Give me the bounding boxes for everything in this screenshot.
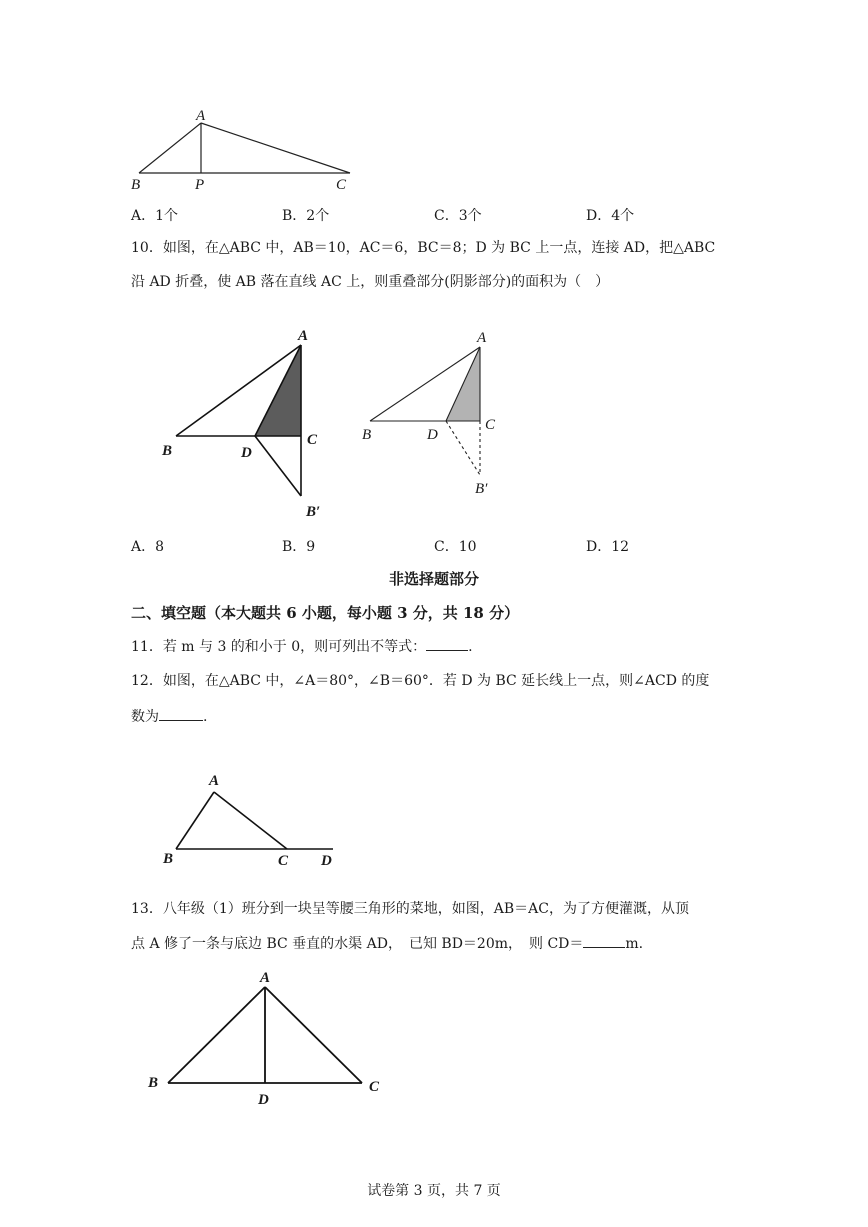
q9-label-p: P [195, 177, 205, 193]
section-label: 非选择题部分 [388, 570, 479, 588]
q10-fig2-label-a: A [477, 330, 487, 346]
q12-label-d: D [321, 853, 332, 869]
q10-fig2-label-b-prime: B′ [475, 481, 488, 497]
q12-text-line2: 数为 [131, 709, 159, 725]
q10-fig1-label-d: D [241, 445, 252, 461]
q9-choice-a: A．1个 [131, 208, 179, 224]
q9-label-a: A [196, 108, 206, 124]
q13-answer-blank[interactable] [583, 933, 625, 948]
q9-choice-b: B．2个 [282, 208, 330, 224]
q10-fig1-label-b: B [162, 443, 173, 459]
q10-fig2-label-c: C [485, 417, 496, 433]
q10-figure-right [355, 325, 515, 505]
q13-label-b: B [148, 1075, 159, 1091]
q11-end: . [468, 639, 473, 655]
q13-end: m. [625, 936, 644, 952]
q11-text: 11．若 m 与 3 的和小于 0，则可列出不等式： [131, 639, 427, 655]
q10-fig1-label-b-prime: B′ [306, 504, 321, 520]
q11-question [131, 636, 473, 657]
q12-figure [155, 765, 355, 875]
q10-figure-left [155, 322, 335, 522]
q10-choice-a: A．8 [131, 539, 165, 555]
q10-fig1-label-c: C [307, 432, 318, 448]
q12-text-line1: 12．如图，在△ABC 中，∠A＝80°，∠B＝60°．若 D 为 BC 延长线上一点，则∠ACD 的度 [131, 673, 710, 689]
q13-text-line1: 13．八年级（1）班分到一块呈等腰三角形的菜地，如图，AB＝AC，为了方便灌溉，从顶 [131, 901, 689, 917]
q13-text-line2: 点 A 修了一条与底边 BC 垂直的水渠 AD， 已知 BD＝20m， 则 CD＝ [131, 936, 584, 952]
q12-end: . [203, 709, 208, 725]
q13-label-c: C [369, 1079, 380, 1095]
q10-text-line2: 沿 AD 折叠，使 AB 落在直线 AC 上，则重叠部分(阴影部分)的面积为（ ） [131, 274, 610, 290]
section2-heading: 二、填空题（本大题共 6 小题，每小题 3 分，共 18 分） [131, 604, 520, 622]
q10-fig1-label-a: A [298, 328, 309, 344]
q11-answer-blank[interactable] [426, 636, 468, 651]
q10-choice-b: B．9 [282, 539, 316, 555]
q9-label-c: C [336, 177, 347, 193]
q12-label-a: A [209, 773, 220, 789]
q10-text-line1: 10．如图，在△ABC 中，AB＝10，AC＝6，BC＝8；D 为 BC 上一点，连接 AD，把△ABC [131, 240, 716, 256]
q9-choice-d: D．4个 [586, 208, 635, 224]
q12-label-b: B [163, 851, 174, 867]
q12-question-line2 [131, 706, 207, 727]
q13-figure [140, 965, 390, 1115]
q10-fig2-label-b: B [362, 427, 372, 443]
q10-fig2-label-d: D [427, 427, 438, 443]
q9-choice-c: C．3个 [434, 208, 482, 224]
q10-choice-c: C．10 [434, 539, 477, 555]
q12-label-c: C [278, 853, 289, 869]
q9-label-b: B [131, 177, 141, 193]
q13-question-line2 [131, 933, 643, 954]
q12-answer-blank[interactable] [159, 706, 203, 721]
page-footer: 试卷第 3 页，共 7 页 [367, 1183, 501, 1199]
q10-choice-d: D．12 [586, 539, 630, 555]
q13-label-d: D [258, 1092, 269, 1108]
q9-figure [125, 105, 365, 197]
q13-label-a: A [260, 970, 271, 986]
